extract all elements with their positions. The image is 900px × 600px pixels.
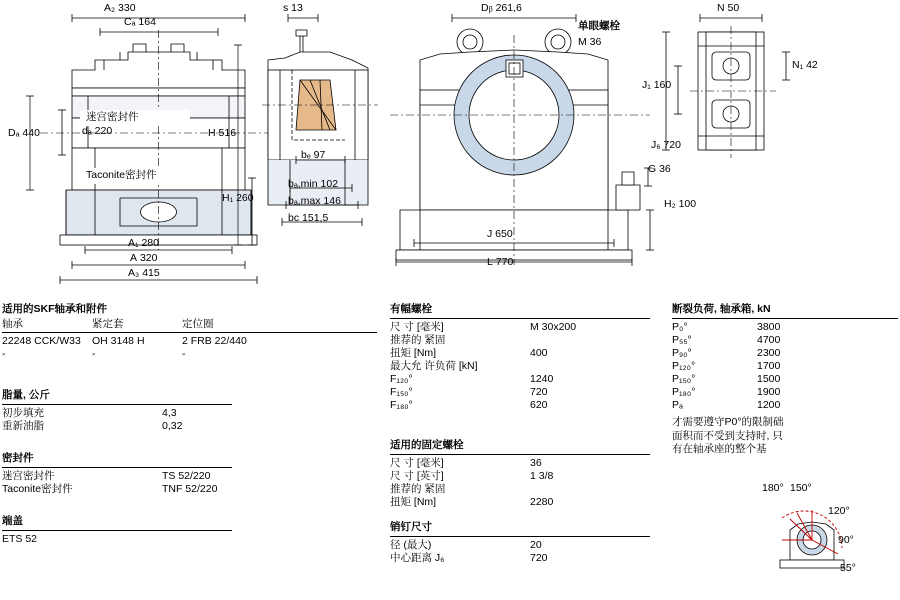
spec-fracture-load [672, 298, 898, 457]
dowel-pins-title: 销钉尺寸 [390, 521, 432, 533]
cap-bolt-row [390, 347, 650, 360]
fracture-load-note: 才需要遵守P0°的限制础面积而不受到支持时, 只有在轴承座的整个基 [672, 415, 784, 456]
value: 2280 [530, 495, 554, 508]
label: P₀° [672, 320, 688, 333]
angle-label-55: 55° [840, 562, 856, 574]
dim-Da: Dₐ 440 [8, 127, 40, 139]
table-row [2, 348, 377, 361]
cap-bolt-row [390, 399, 650, 412]
dim-s: s 13 [283, 2, 303, 14]
grease-label: 初步填充 [2, 406, 44, 419]
divider [2, 530, 232, 531]
value: 720 [530, 385, 548, 398]
value: M 30x200 [530, 320, 577, 333]
cell-ring: 2 FRB 22/440 [182, 334, 247, 347]
fracture-row [672, 373, 898, 386]
value: 720 [530, 551, 548, 564]
label: 推荐的 紧固 [390, 482, 446, 495]
cap-bolt-row [390, 386, 650, 399]
seals-title: 密封件 [2, 452, 34, 464]
divider [2, 467, 232, 468]
value: 1700 [757, 359, 781, 372]
label: F₁₅₀° [390, 385, 413, 398]
dim-bc: bᴄ 151,5 [288, 212, 329, 224]
dim-H1: H₁ 260 [222, 192, 254, 204]
side-view [390, 14, 654, 266]
cap-bolt-row [390, 321, 650, 334]
value: 1500 [757, 372, 781, 385]
grease-value: 0,32 [162, 419, 183, 432]
dim-N1: N₁ 42 [792, 59, 818, 71]
label: Pₐ [672, 398, 683, 411]
label: F₁₂₀° [390, 372, 413, 385]
angle-label-150: 150° [790, 482, 812, 494]
angle-label-180: 180° [762, 482, 784, 494]
cap-bolt-row [390, 360, 650, 373]
label: 扭矩 [Nm] [390, 346, 437, 359]
divider [390, 318, 650, 319]
dim-J1: J₁ 160 [642, 79, 672, 91]
dim-A: A 320 [130, 252, 158, 264]
dowel-pin-row [390, 552, 650, 565]
value: 400 [530, 346, 548, 359]
seal-value: TS 52/220 [162, 469, 211, 482]
cell-ring: - [182, 347, 186, 360]
seal-row [2, 470, 232, 483]
spec-cap-bolts [390, 298, 650, 412]
dim-H: H 516 [208, 127, 237, 139]
label: P₁₈₀° [672, 385, 696, 398]
bearings-title: 适用的SKF轴承和附件 [2, 303, 107, 315]
fracture-load-title: 断裂负荷, 轴承箱, kN [672, 303, 771, 315]
spec-seals [2, 447, 232, 496]
col-adapter: 紧定套 [92, 317, 124, 330]
divider [2, 332, 377, 333]
label: 径 (最大) [390, 538, 432, 551]
grease-row [2, 407, 232, 420]
label: 尺 寸 [英寸] [390, 469, 444, 482]
bearings-header-row [2, 318, 377, 331]
label: P₁₂₀° [672, 359, 696, 372]
seal-label: Taconite密封件 [2, 482, 73, 495]
load-angle-diagram [760, 490, 880, 580]
fracture-row [672, 386, 898, 399]
attachment-bolt-row [390, 470, 650, 483]
label: P₉₀° [672, 346, 692, 359]
cap-bolts-title: 有幅螺栓 [390, 303, 432, 315]
dim-A3: A₃ 415 [128, 267, 160, 279]
dim-ba-max: bₐ,max 146 [288, 195, 341, 207]
divider [2, 404, 232, 405]
dim-bb: bₑ 97 [301, 149, 326, 161]
spec-grease [2, 384, 232, 433]
label: 尺 寸 [毫米] [390, 456, 444, 469]
callout-taconite-seal: Taconite密封件 [86, 169, 157, 181]
fracture-row [672, 399, 898, 412]
col-locating-ring: 定位圈 [182, 317, 214, 330]
spec-column-bearings [2, 298, 377, 361]
attachment-bolt-row [390, 496, 650, 509]
callout-labyrinth-seal: 迷宫密封件 [86, 111, 139, 123]
cell-adapter: OH 3148 H [92, 334, 145, 347]
dim-J6: J₆ 720 [651, 139, 681, 151]
value: 20 [530, 538, 542, 551]
grease-value: 4,3 [162, 406, 177, 419]
seal-value: TNF 52/220 [162, 482, 218, 495]
dim-da: dₐ 220 [82, 125, 113, 137]
divider [390, 536, 650, 537]
cell-adapter: - [92, 347, 96, 360]
spec-end-cover [2, 510, 232, 546]
table-row [2, 335, 377, 348]
value: 620 [530, 398, 548, 411]
label: 尺 寸 [毫米] [390, 320, 444, 333]
dim-Db: Dᵦ 261,6 [481, 2, 522, 14]
dim-ba-min: bₐ,min 102 [288, 178, 339, 190]
label: 推荐的 紧固 [390, 333, 446, 346]
cap-bolt-row [390, 334, 650, 347]
value: 36 [530, 456, 542, 469]
end-cover-label: ETS 52 [2, 532, 38, 545]
value: 1240 [530, 372, 554, 385]
top-view [662, 14, 790, 158]
grease-title: 脂量, 公斤 [2, 389, 50, 401]
cap-bolt-row [390, 373, 650, 386]
label: P₅₅° [672, 333, 692, 346]
divider [672, 318, 898, 319]
attachment-bolt-row [390, 457, 650, 470]
grease-label: 重新油脂 [2, 419, 44, 432]
value: 2300 [757, 346, 781, 359]
value: 1900 [757, 385, 781, 398]
cell-bearing: - [2, 347, 6, 360]
dim-H2: H₂ 100 [664, 198, 697, 210]
attachment-bolts-title: 适用的固定螺栓 [390, 439, 464, 451]
cell-bearing: 22248 CCK/W33 [2, 334, 81, 347]
label: 最大允 许负荷 [kN] [390, 359, 478, 372]
col-bearing: 轴承 [2, 317, 23, 330]
label: P₁₅₀° [672, 372, 696, 385]
grease-row [2, 420, 232, 433]
value: 1 3/8 [530, 469, 554, 482]
dim-G: G 36 [648, 163, 671, 175]
dim-A2: A₂ 330 [104, 2, 136, 14]
dim-A1: A₁ 280 [128, 237, 159, 249]
callout-eye-bolt: 单眼螺栓 [578, 20, 620, 32]
dim-J: J 650 [487, 228, 513, 240]
angle-label-120: 120° [828, 505, 850, 517]
label: F₁₈₀° [390, 398, 413, 411]
spec-attachment-bolts [390, 434, 650, 509]
end-cover-row [2, 533, 232, 546]
fracture-row [672, 360, 898, 373]
seal-row [2, 483, 232, 496]
dowel-pin-row [390, 539, 650, 552]
angle-label-90: 90° [838, 534, 854, 546]
dim-Ca: Cₐ 164 [124, 16, 156, 28]
label: 中心距离 J₆ [390, 551, 445, 564]
attachment-bolt-row [390, 483, 650, 496]
label: 扭矩 [Nm] [390, 495, 437, 508]
value: 4700 [757, 333, 781, 346]
fracture-row [672, 321, 898, 334]
value: 1200 [757, 398, 781, 411]
value: 3800 [757, 320, 781, 333]
spec-dowel-pins [390, 516, 650, 565]
fracture-row [672, 347, 898, 360]
callout-eye-bolt-size: M 36 [578, 36, 602, 48]
fracture-row [672, 334, 898, 347]
dim-N: N 50 [717, 2, 740, 14]
seal-label: 迷宫密封件 [2, 469, 55, 482]
dim-L: L 770 [487, 256, 514, 268]
end-cover-title: 端盖 [2, 515, 23, 527]
divider [390, 454, 650, 455]
